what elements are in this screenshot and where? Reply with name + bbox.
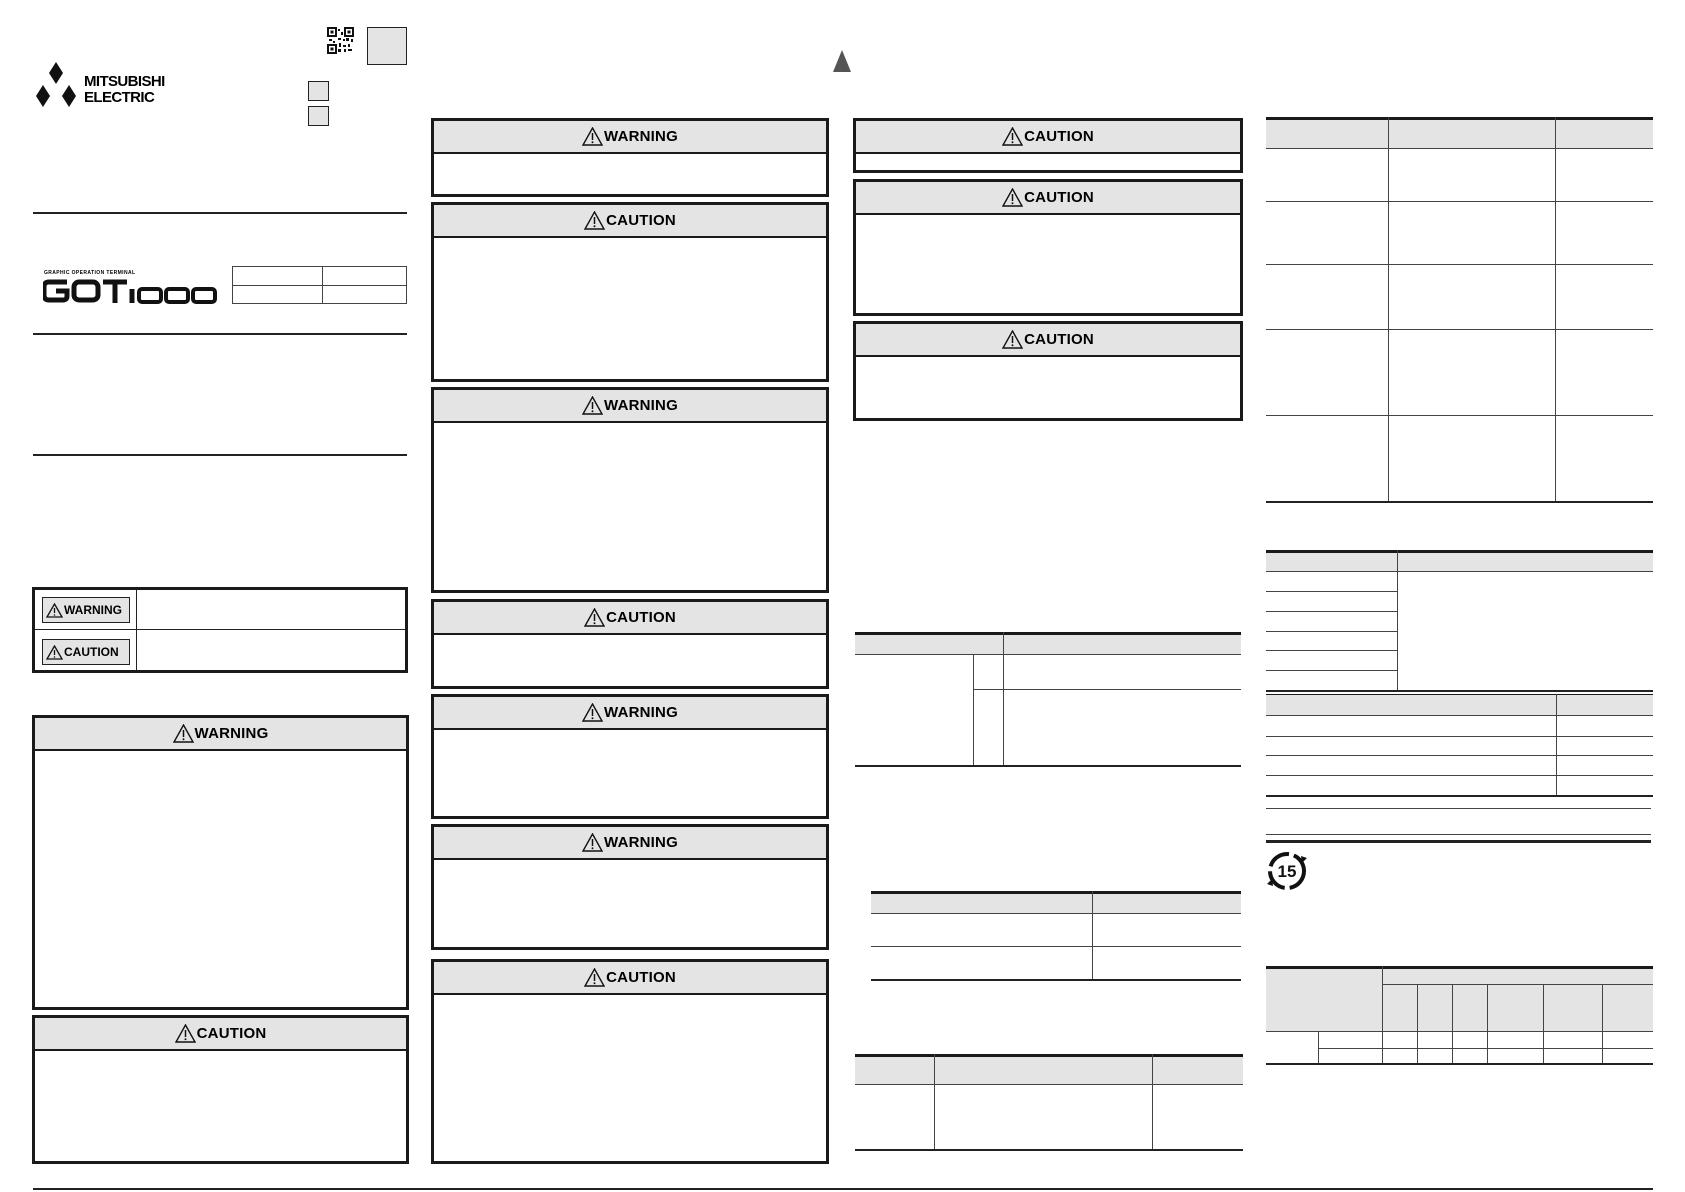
box-title: WARNING <box>194 725 269 742</box>
warning-triangle-icon <box>46 603 63 618</box>
spec-table-list <box>1266 550 1653 692</box>
model-table <box>232 266 407 304</box>
qr-code-icon <box>327 27 354 54</box>
legend-caution-text: CAUTION <box>64 645 119 659</box>
spec-table-options <box>1266 694 1653 798</box>
caution-box <box>853 179 1243 316</box>
divider <box>1266 834 1651 835</box>
product-tagline: GRAPHIC OPERATION TERMINAL <box>44 270 136 276</box>
china-rohs-15-icon <box>1265 849 1309 893</box>
warning-triangle-icon <box>173 724 194 743</box>
three-diamonds-icon <box>32 62 80 108</box>
caution-box <box>853 118 1243 173</box>
caution-triangle-icon <box>1002 127 1023 146</box>
box-title: CAUTION <box>1024 189 1094 206</box>
divider <box>33 333 407 335</box>
box-title: CAUTION <box>606 609 676 626</box>
rohs-period: 15 <box>1277 862 1297 881</box>
got1000-logo <box>43 270 223 306</box>
box-title: CAUTION <box>606 969 676 986</box>
box-title: CAUTION <box>606 212 676 229</box>
caution-box <box>431 959 829 1164</box>
caution-triangle-icon <box>1002 330 1023 349</box>
warning-triangle-icon <box>582 703 603 722</box>
checkbox-square-1 <box>308 81 329 101</box>
spec-table-main <box>1266 117 1653 504</box>
box-title: WARNING <box>604 128 678 145</box>
brand-line1: MITSUBISHI <box>84 73 165 90</box>
signal-word-legend <box>32 587 408 673</box>
warning-triangle-icon <box>582 127 603 146</box>
spec-table-a <box>855 632 1241 768</box>
box-title: CAUTION <box>1024 128 1094 145</box>
language-square <box>367 27 407 65</box>
spec-table-b <box>871 891 1241 981</box>
mitsubishi-logo <box>32 62 182 108</box>
caution-box <box>431 202 829 382</box>
divider <box>33 212 407 214</box>
got1000-wordmark <box>43 276 223 306</box>
caution-triangle-icon <box>584 968 605 987</box>
warning-box <box>431 824 829 950</box>
brand-line2: ELECTRIC <box>84 89 155 106</box>
divider <box>1266 840 1651 843</box>
warning-box <box>431 387 829 593</box>
caution-box <box>32 1015 409 1164</box>
caution-triangle-icon <box>1002 188 1023 207</box>
page-bottom-rule <box>33 1188 1653 1190</box>
warning-triangle-icon <box>582 833 603 852</box>
box-title: CAUTION <box>1024 331 1094 348</box>
caution-triangle-icon <box>584 608 605 627</box>
checkbox-square-2 <box>308 106 329 126</box>
caution-box <box>431 599 829 689</box>
warning-triangle-icon <box>582 396 603 415</box>
divider <box>33 454 407 456</box>
legend-caution-label <box>42 639 130 665</box>
spec-table-c <box>855 1054 1243 1152</box>
warning-box <box>431 118 829 197</box>
legend-warning-label <box>42 597 130 623</box>
caution-box <box>853 321 1243 421</box>
box-title: WARNING <box>604 704 678 721</box>
warning-box <box>32 715 409 1010</box>
triangle-marker-icon <box>833 50 851 72</box>
divider <box>1266 808 1651 809</box>
box-title: WARNING <box>604 834 678 851</box>
caution-triangle-icon <box>584 211 605 230</box>
caution-triangle-icon <box>46 645 63 660</box>
warning-box <box>431 694 829 819</box>
caution-triangle-icon <box>175 1024 196 1043</box>
box-title: CAUTION <box>196 1025 267 1042</box>
legend-warning-text: WARNING <box>64 603 122 617</box>
box-title: WARNING <box>604 397 678 414</box>
hazardous-substance-table <box>1266 966 1653 1066</box>
